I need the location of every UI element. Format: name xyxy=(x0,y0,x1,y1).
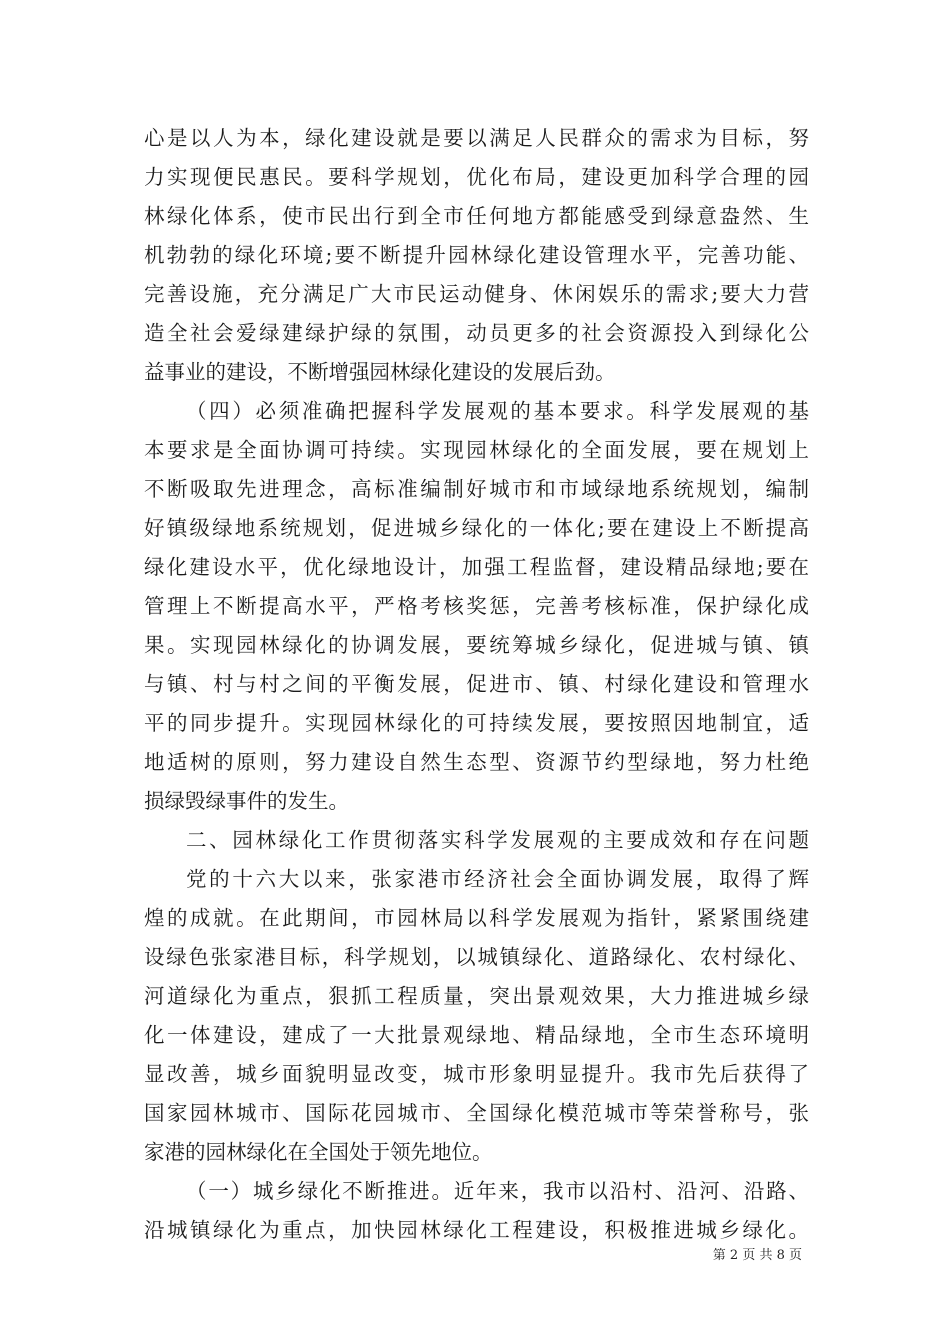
text-line: 心是以人为本，绿化建设就是要以满足人民群众的需求为目标，努 xyxy=(144,126,809,150)
text-line: 管理上不断提高水平，严格考核奖惩，完善考核标准，保护绿化成 xyxy=(144,594,809,618)
text-line: 河道绿化为重点，狠抓工程质量，突出景观效果，大力推进城乡绿 xyxy=(144,984,809,1008)
page-number: 第 2 页 共 8 页 xyxy=(712,1248,802,1263)
paragraph-heading-line: （四）必须准确把握科学发展观的基本要求。科学发展观的基 xyxy=(186,399,809,423)
text-line: 地适树的原则，努力建设自然生态型、资源节约型绿地，努力杜绝 xyxy=(144,750,809,774)
text-line: 力实现便民惠民。要科学规划，优化布局，建设更加科学合理的园 xyxy=(144,165,809,189)
text-line: 好镇级绿地系统规划，促进城乡绿化的一体化;要在建设上不断提高 xyxy=(144,516,809,540)
text-line: 机勃勃的绿化环境;要不断提升园林绿化建设管理水平，完善功能、 xyxy=(144,243,809,267)
text-line: 益事业的建设，不断增强园林绿化建设的发展后劲。 xyxy=(144,360,616,384)
text-line: 完善设施，充分满足广大市民运动健身、休闲娱乐的需求;要大力营 xyxy=(144,282,809,306)
text-line: 本要求是全面协调可持续。实现园林绿化的全面发展，要在规划上 xyxy=(144,438,809,462)
text-line: 与镇、村与村之间的平衡发展，促进市、镇、村绿化建设和管理水 xyxy=(144,672,809,696)
text-line: 显改善，城乡面貌明显改变，城市形象明显提升。我市先后获得了 xyxy=(144,1062,809,1086)
text-line: 不断吸取先进理念，高标准编制好城市和市域绿地系统规划，编制 xyxy=(144,477,809,501)
text-line: 林绿化体系，使市民出行到全市任何地方都能感受到绿意盎然、生 xyxy=(144,204,809,228)
section-heading: 二、园林绿化工作贯彻落实科学发展观的主要成效和存在问题 xyxy=(186,828,809,852)
text-line: 煌的成就。在此期间，市园林局以科学发展观为指针，紧紧围绕建 xyxy=(144,906,809,930)
text-line: 绿化建设水平，优化绿地设计，加强工程监督，建设精品绿地;要在 xyxy=(144,555,809,579)
text-line: 沿城镇绿化为重点，加快园林绿化工程建设，积极推进城乡绿化。 xyxy=(144,1218,809,1242)
text-line: 国家园林城市、国际花园城市、全国绿化模范城市等荣誉称号，张 xyxy=(144,1101,809,1125)
text-line: 果。实现园林绿化的协调发展，要统筹城乡绿化，促进城与镇、镇 xyxy=(144,633,809,657)
text-line: 平的同步提升。实现园林绿化的可持续发展，要按照因地制宜，适 xyxy=(144,711,809,735)
text-line: 损绿毁绿事件的发生。 xyxy=(144,789,349,813)
text-line: 化一体建设，建成了一大批景观绿地、精品绿地，全市生态环境明 xyxy=(144,1023,809,1047)
text-line: 造全社会爱绿建绿护绿的氛围，动员更多的社会资源投入到绿化公 xyxy=(144,321,809,345)
paragraph-first-line: 党的十六大以来，张家港市经济社会全面协调发展，取得了辉 xyxy=(186,867,809,891)
text-line: 家港的园林绿化在全国处于领先地位。 xyxy=(144,1140,493,1164)
text-line: 设绿色张家港目标，科学规划，以城镇绿化、道路绿化、农村绿化、 xyxy=(144,945,809,969)
paragraph-heading-line: （一）城乡绿化不断推进。近年来，我市以沿村、沿河、沿路、 xyxy=(186,1179,809,1203)
